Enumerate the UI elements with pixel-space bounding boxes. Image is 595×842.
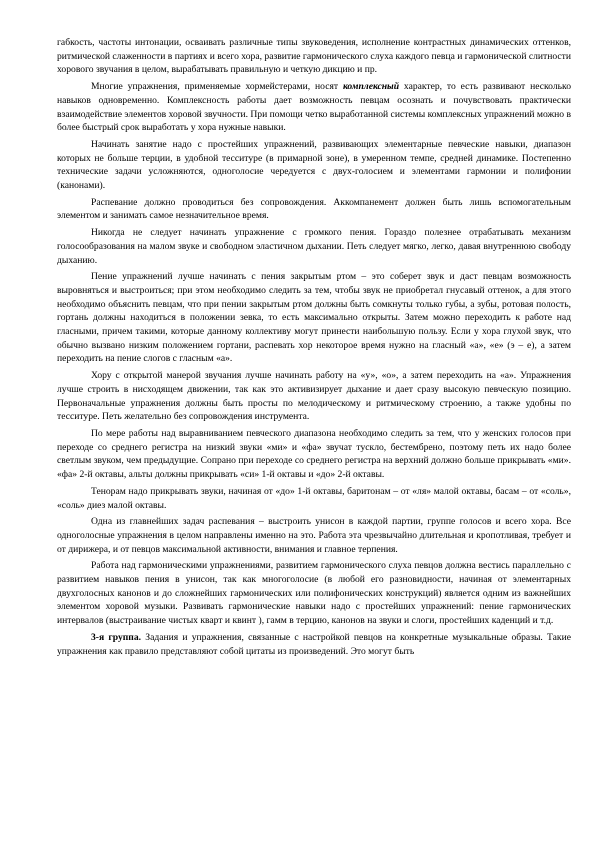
paragraph-11-rest: Задания и упражнения, связанные с настройкой певцов на конкретные музыкальные образы. Такие упражнения как правило представляют собой цитаты из произведений. Это могут быть: [57, 631, 571, 657]
paragraph-1: [57, 80, 571, 135]
paragraph-5: Пение упражнений лучше начинать с пения закрытым ртом – это соберет звук и даст певцам возможность выровняться и выстроиться; при этом необходимо следить за тем, чтобы звук не приобретал гнусавый оттенок, а для этого необходимо объяснить певцам, что при пении закрытым ртом должны быть сомкнуты только губы, а зубы, ротовая полость, гортань должны находиться в положении зевка, то есть максимально открыты. Затем можно переходить к работе над гласными, причем такими, которые данному коллективу могут принести наибольшую пользу. Если у хора глухой звук, что обычно вызвано низким положением гортани, распевать хор некоторое время нужно на гласный «а», «е» (э – е), а затем переходить на пение слогов с гласным «а».: [57, 271, 571, 365]
paragraph-1-start: Многие упражнения, применяемые хормейстерами, носят: [91, 81, 343, 93]
emphasized-term: комплексный: [342, 81, 400, 93]
paragraph-1-rest: характер, то есть развивают несколько навыков одновременно. Комплексность работы дает возможность певцам осознать и почувствовать практически взаимодействие элементов хоровой звучности. При помощи четко выработанной системы комплексных упражнений можно в более быстрый срок выработать у хора нужные навыки.: [57, 81, 571, 134]
paragraph-3: Распевание должно проводиться без сопровождения. Аккомпанемент должен быть лишь вспомогательным элементом и занимать самое незначительное время.: [57, 196, 571, 222]
paragraph-11: [57, 631, 571, 658]
section-heading: 3-я группа.: [91, 631, 142, 643]
paragraph-10: Работа над гармоническими упражнениями, развитием гармонического слуха певцов должна вестись параллельно с развитием навыков пения в унисон, так как многоголосие (в любой его разновидности, начиная от элементарных двухголосных канонов и до сложнейших гармонических или полифонических конструкций) является одним из важнейших элементом хоровой музыки. Развивать гармонические навыки надо с простейших упражнений: пение гармонических интервалов (выстраивание чистых кварт и квинт ), гамм в терцию, канонов на звуки и слоги, простейших каденций и т.д.: [57, 560, 571, 627]
paragraph-2: Начинать занятие надо с простейших упражнений, развивающих элементарные певческие навыки, диапазон которых не больше терции, в удобной тесситуре (в примарной зоне), в умеренном темпе, средней динамике. Постепенно технические задачи усложняются, одноголосие чередуется с двух-голосием и элементами гармонии и полифонии (канонами).: [57, 138, 571, 192]
document-page: [57, 36, 571, 658]
paragraph-6: Хору с открытой манерой звучания лучше начинать работу на «у», «о», а затем переходить на «а». Упражнения лучше строить в нисходящем движении, так как это активизирует дыхание и дает сразу высокую певческую позицию. Первоначальные упражнения должны быть просты по мелодическому и ритмическому строению, а также удобны по тесситуре. Петь желательно без сопровождения инструмента.: [57, 370, 571, 423]
paragraph-7: По мере работы над выравниванием певческого диапазона необходимо следить за тем, что у женских голосов при переходе со среднего регистра на низкий звуки «ми» и «фа» звучат тускло, бестембрено, поэтому петь их надо более светлым звуком, чем предыдущие. Сопрано при переходе со среднего регистра на верхний должно больше прикрывать «ми». «фа» 2-й октавы, альты должны прикрывать «си» 1-й октавы и «до» 2-й октавы.: [57, 427, 571, 481]
paragraph-4: Никогда не следует начинать упражнение с громкого пения. Гораздо полезнее отрабатывать механизм голосообразования на малом звуке и свободном эластичном дыхании. Петь следует мягко, легко, давая внутреннюю свободу дыханию.: [57, 227, 571, 266]
paragraph-8: Тенорам надо прикрывать звуки, начиная от «до» 1-й октавы, баритонам – от «ля» малой октавы, басам – от «соль», «соль» диез малой октавы.: [57, 485, 571, 511]
paragraph-9: Одна из главнейших задач распевания – выстроить унисон в каждой партии, группе голосов и всего хора. Все одноголосные упражнения в целом направлены именно на это. Работа эта чрезвычайно длительная и кропотливая, требует и от дирижера, и от певцов максимальной активности, внимания и главное терпения.: [57, 516, 571, 555]
paragraph-0: габкость, частоты интонации, осваивать различные типы звуковедения, исполнение контрастных динамических оттенков, ритмической слаженности в партиях и всего хора, развитие гармонического слуха каждого певца и гармонической слитности хорового звучания в целом, вырабатывать правильную и четкую дикцию и пр.: [57, 37, 571, 76]
